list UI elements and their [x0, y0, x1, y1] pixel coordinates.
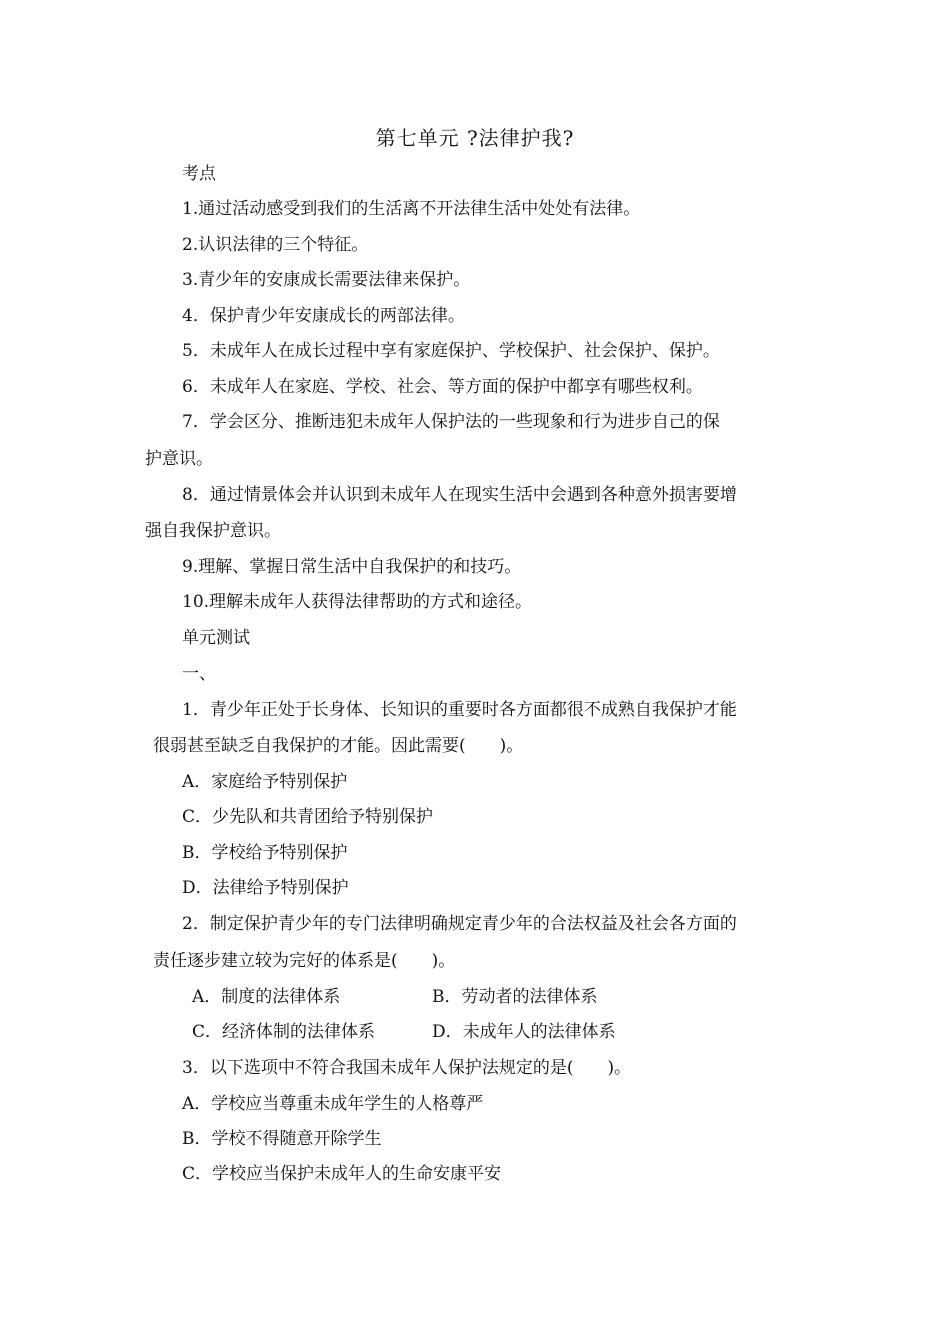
question-2-option-a: A．制度的法律体系 [192, 987, 341, 1007]
question-3-option: A．学校应当尊重未成年学生的人格尊严 [182, 1094, 484, 1114]
test-section-label: 一、 [182, 664, 216, 684]
question-1-line-1: 1．青少年正处于长身体、长知识的重要时各方面都很不成熟自我保护才能 [182, 700, 737, 720]
page-title: 第七单元 ?法律护我? [375, 126, 575, 150]
kaodian-heading: 考点 [182, 164, 216, 184]
kaodian-item-8-cont: 强自我保护意识。 [145, 521, 281, 541]
question-2-line-2: 责任逐步建立较为完好的体系是( )。 [153, 951, 456, 971]
question-1-option: A．家庭给予特别保护 [182, 772, 348, 792]
kaodian-item-9: 9.理解、掌握日常生活中自我保护的和技巧。 [182, 557, 522, 577]
question-3-option: B．学校不得随意开除学生 [182, 1129, 382, 1149]
kaodian-item-3: 3.青少年的安康成长需要法律来保护。 [182, 270, 471, 290]
question-2-option-d: D．未成年人的法律体系 [432, 1022, 616, 1042]
kaodian-item-8: 8．通过情景体会并认识到未成年人在现实生活中会遇到各种意外损害要增 [182, 485, 737, 505]
test-heading: 单元测试 [182, 628, 250, 648]
kaodian-item-10: 10.理解未成年人获得法律帮助的方式和途径。 [182, 592, 533, 612]
question-1-option: D．法律给予特别保护 [182, 878, 349, 898]
kaodian-item-1: 1.通过活动感受到我们的生活离不开法律生活中处处有法律。 [182, 199, 641, 219]
kaodian-item-2: 2.认识法律的三个特征。 [182, 235, 369, 255]
kaodian-item-7-cont: 护意识。 [145, 449, 213, 469]
question-2-line-1: 2．制定保护青少年的专门法律明确规定青少年的合法权益及社会各方面的 [182, 914, 737, 934]
question-3-option: C．学校应当保护未成年人的生命安康平安 [182, 1164, 502, 1184]
question-1-option: B．学校给予特别保护 [182, 843, 348, 863]
question-2-option-c: C．经济体制的法律体系 [192, 1022, 376, 1042]
question-1-line-2: 很弱甚至缺乏自我保护的才能。因此需要( )。 [153, 736, 524, 756]
kaodian-item-6: 6．未成年人在家庭、学校、社会、等方面的保护中都享有哪些权利。 [182, 377, 703, 397]
kaodian-item-7: 7．学会区分、推断违犯未成年人保护法的一些现象和行为进步自己的保 [182, 412, 720, 432]
question-3-line-1: 3．以下选项中不符合我国未成年人保护法规定的是( )。 [182, 1058, 632, 1078]
question-2-option-b: B．劳动者的法律体系 [432, 987, 598, 1007]
kaodian-item-4: 4．保护青少年安康成长的两部法律。 [182, 306, 465, 326]
kaodian-item-5: 5．未成年人在成长过程中享有家庭保护、学校保护、社会保护、保护。 [182, 341, 720, 361]
question-1-option: C．少先队和共青团给予特别保护 [182, 807, 434, 827]
